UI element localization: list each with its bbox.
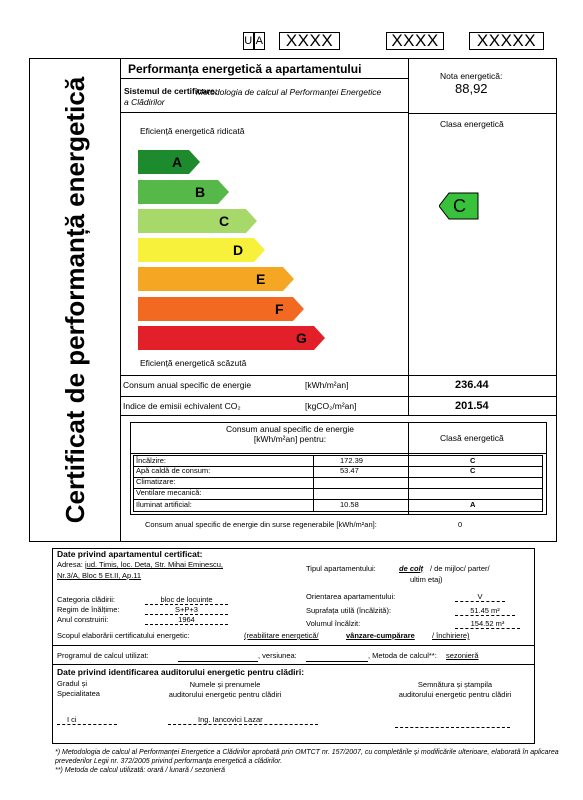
renewable-label: Consum anual specific de energie din surse regenerabile [kWh/m²an]: [145,520,377,529]
breakdown-row-hotwater-value: 53.47 [340,466,359,475]
side-divider [120,58,121,542]
regime-value: S+P+3 [145,606,228,615]
code-prefix-a-box: A [254,32,265,50]
band-e-letter: E [256,271,266,287]
regime-label: Regim de înălțime: [57,605,120,614]
auditor-col3-line1: Semnătura și ștampila [417,680,493,689]
title-underline [120,78,409,79]
emissions-bottom-line [120,415,557,416]
area-label: Suprafața utilă (încălzită): [306,606,392,615]
band-d-arrow [138,238,266,262]
method-value: sezonieră [446,651,479,660]
breakdown-header-left: Consum anual specific de energie [kWh/m²an] pentru: [225,424,355,444]
breakdown-row-line-2 [133,477,543,478]
area-value: 51.45 m² [455,607,515,616]
band-f-letter: F [275,301,284,317]
year-label: Anul construirii: [57,615,109,624]
consumption-top-line [120,375,557,376]
class-badge [439,192,479,220]
band-f-arrow [138,297,305,321]
side-title: Certificat de performanță energetică [60,76,90,524]
band-c-arrow [138,209,258,233]
scope-value-2: vânzare-cumpărare [346,631,415,640]
band-g-arrow [138,326,326,350]
breakdown-header-line [130,453,547,454]
type-selected: de colț [399,564,424,573]
class-badge-letter: C [453,196,466,216]
method-label: , Metoda de calcul**: [368,651,437,660]
band-c-letter: C [219,213,230,229]
orientation-value: V [455,593,505,602]
type-rest-2: ultim etaj) [410,575,443,584]
version-label: , versiunea: [258,651,297,660]
band-a-arrow [138,150,201,174]
address-value-1: jud. Timis, loc. Deta, Str. Mihai Eminescu, [85,560,223,569]
emissions-top-line [120,396,557,397]
band-b-letter: B [195,184,206,200]
auditor-grade-value: I ci [57,716,117,725]
band-e-arrow [138,267,295,291]
note-label: Nota energetică: [440,71,503,81]
consumption-unit: [kWh/m²an] [305,380,349,390]
orientation-label: Orientarea apartamentului: [306,592,396,601]
band-g-letter: G [296,330,307,346]
program-value-line [178,661,258,662]
breakdown-row-heating-name: Încălzire: [136,456,167,465]
breakdown-row-climate-name: Climatizare: [136,477,176,486]
auditor-name-value: Ing. Iancovici Lazar [168,716,318,725]
system-label: Sistemul de certificare: [124,86,218,96]
emissions-unit: [kgCO₂/m²an] [305,401,357,411]
footnote-2: **) Metoda de calcul utilizată: orară / lunară / sezonieră [55,767,226,774]
auditor-col2-line2: auditorului energetic pentru clădiri [168,690,282,699]
breakdown-row-lighting-value: 10.58 [340,500,359,509]
breakdown-value-divider [313,455,314,512]
auditor-signature-line [395,727,510,728]
scope-label: Scopul elaborării certificatului energetic: [57,631,190,640]
breakdown-inner-grid [133,455,543,512]
auditor-col1-line1: Gradul și [57,679,88,688]
band-a-letter: A [172,154,183,170]
renewable-value: 0 [458,520,463,529]
code-box-2: XXXX [386,32,444,50]
address-label: Adresa: [57,560,83,569]
system-value: Metodologia de calcul al Performanței Energetice a Clădirilor [124,87,382,107]
emissions-label: Indice de emisii echivalent CO₂ [123,401,241,411]
breakdown-row-hotwater-class: C [470,466,476,475]
type-rest: / de mijloc/ parter/ [430,564,490,573]
program-label: Programul de calcul utilizat: [57,651,149,660]
class-label: Clasa energetică [440,119,504,129]
low-efficiency-label: Eficiență energetică scăzută [140,358,247,368]
program-bottom-line [52,664,535,665]
apartment-title: Date privind apartamentul certificat: [57,549,203,559]
auditor-col2-line1: Numele și prenumele [189,680,261,689]
volume-label: Volumul încălzit: [306,619,361,628]
breakdown-row-heating-class: C [470,456,476,465]
auditor-col3-line2: auditorului energetic pentru clădiri [398,690,512,699]
scope-value-3: / închiriere) [432,631,470,640]
breakdown-row-heating-value: 172.39 [340,456,363,465]
breakdown-row-lighting-name: Iluminat artificial: [136,500,192,509]
breakdown-row-hotwater-name: Apă caldă de consum: [136,466,211,475]
scope-value-1: (reabilitare energetică/ [244,631,319,640]
high-efficiency-label: Eficiență energetică ridicată [140,126,245,136]
note-divider [408,113,557,114]
code-box-3: XXXXX [469,32,544,50]
auditor-col1-line2: Specialitatea [57,689,100,698]
consumption-divider [408,375,409,415]
emissions-value: 201.54 [455,400,489,412]
performance-title: Performanța energetică a apartamentului [128,62,362,76]
program-top-line [52,645,535,646]
band-b-arrow [138,180,230,204]
category-value: bloc de locuinte [145,596,228,605]
consumption-label: Consum anual specific de energie [123,380,252,390]
breakdown-row-line-4 [133,499,543,500]
footnote-1: *) Metodologia de calcul al Performanței Energetice a Clădirilor aprobată prin OMTCT nr. 157/2007, cu completările și modificările ulterioare, elaborată în aplicarea prevederilor Legii nr. 372/2005 privind performanța energetică a clădirilor. [55,749,559,765]
breakdown-row-ventilation-name: Ventilare mecanică: [136,488,202,497]
version-value-line [306,661,368,662]
breakdown-row-lighting-class: A [470,500,476,509]
category-label: Categoria clădirii: [57,595,115,604]
consumption-value: 236.44 [455,379,489,391]
code-prefix-u-box: U [243,32,254,50]
auditor-title: Date privind identificarea auditorului energetic pentru clădiri: [57,667,305,677]
year-value: 1964 [145,616,228,625]
code-box-1: XXXX [279,32,340,50]
breakdown-header-right: Clasă energetică [440,433,504,443]
address-value-2: Nr.3/A, Bloc 5 Et.II, Ap.11 [57,571,142,580]
type-label: Tipul apartamentului: [306,564,376,573]
volume-value: 154.52 m³ [455,620,520,629]
note-value: 88,92 [455,81,488,96]
band-d-letter: D [233,242,244,258]
